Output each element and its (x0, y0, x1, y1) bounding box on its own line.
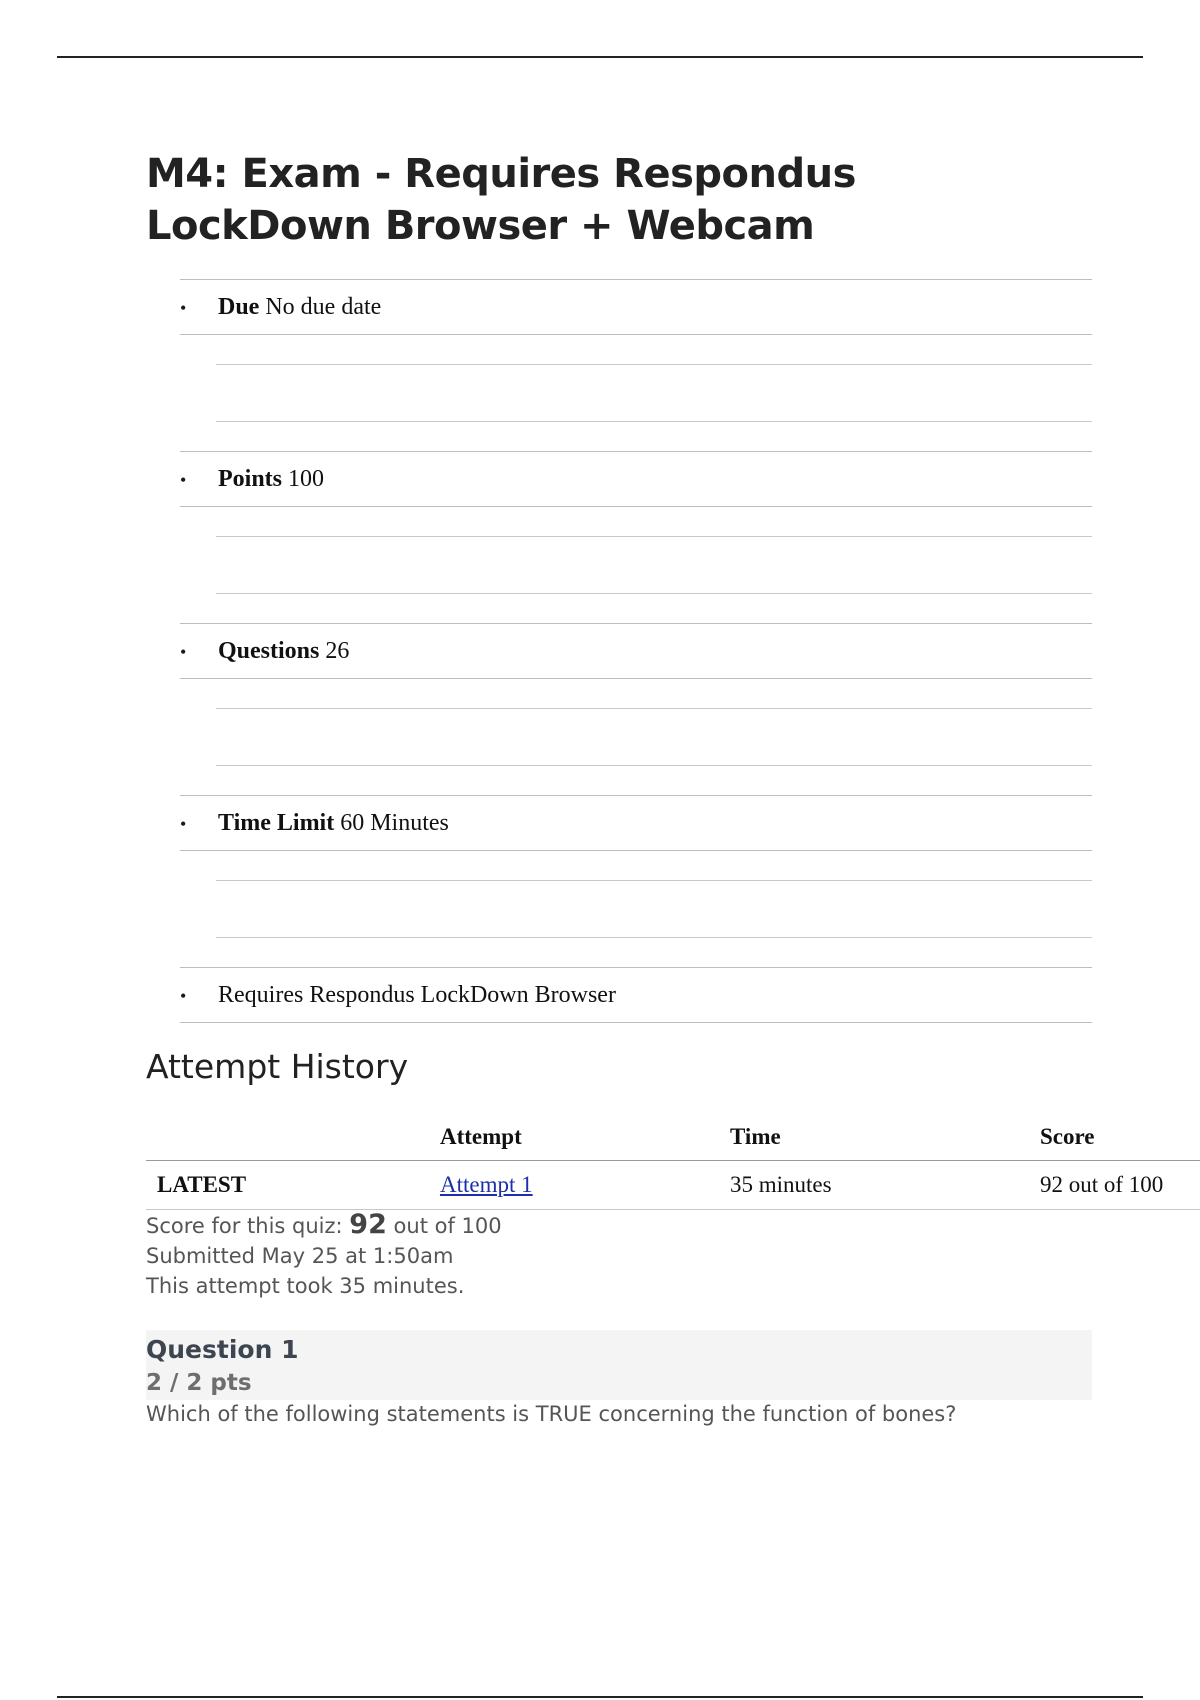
detail-label: Due (218, 294, 260, 320)
detail-lockdown-requirement (180, 967, 1092, 1023)
column-header-attempt: Attempt (440, 1114, 730, 1161)
detail-points (180, 451, 1092, 507)
score-value: 92 (349, 1209, 387, 1240)
detail-spacer (180, 507, 1092, 623)
column-header-tag (146, 1114, 440, 1161)
question-points: 2 / 2 pts (146, 1370, 252, 1396)
attempt-link[interactable]: Attempt 1 (440, 1172, 533, 1197)
bullet-icon: • (180, 642, 187, 662)
bullet-icon: • (180, 298, 187, 318)
quiz-summary (146, 1210, 502, 1301)
detail-value: 100 (288, 466, 325, 492)
question-header (146, 1330, 1092, 1400)
duration-line: This attempt took 35 minutes. (146, 1274, 465, 1298)
detail-value: No due date (265, 294, 382, 320)
detail-time-limit (180, 795, 1092, 851)
score-suffix: out of 100 (386, 1214, 502, 1238)
column-header-time: Time (730, 1114, 1040, 1161)
detail-value: 60 Minutes (340, 810, 449, 836)
bullet-icon: • (180, 470, 187, 490)
detail-spacer (180, 335, 1092, 451)
table-header-row (146, 1114, 1200, 1161)
detail-label: Points (218, 466, 283, 492)
detail-label: Time Limit (218, 810, 335, 836)
detail-value: Requires Respondus LockDown Browser (218, 982, 616, 1008)
page-title: M4: Exam - Requires Respondus LockDown Browser + Webcam (146, 151, 856, 249)
attempt-cell (440, 1161, 730, 1210)
detail-due (180, 279, 1092, 335)
latest-tag: LATEST (146, 1161, 440, 1210)
bullet-icon: • (180, 814, 187, 834)
table-row (146, 1161, 1200, 1210)
question-title: Question 1 (146, 1335, 299, 1364)
detail-spacer (180, 679, 1092, 795)
column-header-score: Score (1040, 1114, 1200, 1161)
quiz-score-line (146, 1210, 502, 1241)
score-prefix: Score for this quiz: (146, 1214, 350, 1238)
detail-label: Questions (218, 638, 320, 664)
quiz-details-list (180, 279, 1092, 1023)
bullet-icon: • (180, 986, 187, 1006)
detail-spacer (180, 851, 1092, 967)
bottom-divider (57, 1696, 1143, 1698)
detail-value: 26 (325, 638, 350, 664)
top-divider (57, 56, 1143, 58)
score-cell: 92 out of 100 (1040, 1161, 1200, 1210)
time-cell: 35 minutes (730, 1161, 1040, 1210)
submitted-line: Submitted May 25 at 1:50am (146, 1244, 454, 1268)
attempt-history-heading: Attempt History (146, 1047, 409, 1086)
detail-questions (180, 623, 1092, 679)
attempt-history-table (146, 1114, 1200, 1210)
question-text: Which of the following statements is TRUE concerning the function of bones? (146, 1402, 957, 1426)
